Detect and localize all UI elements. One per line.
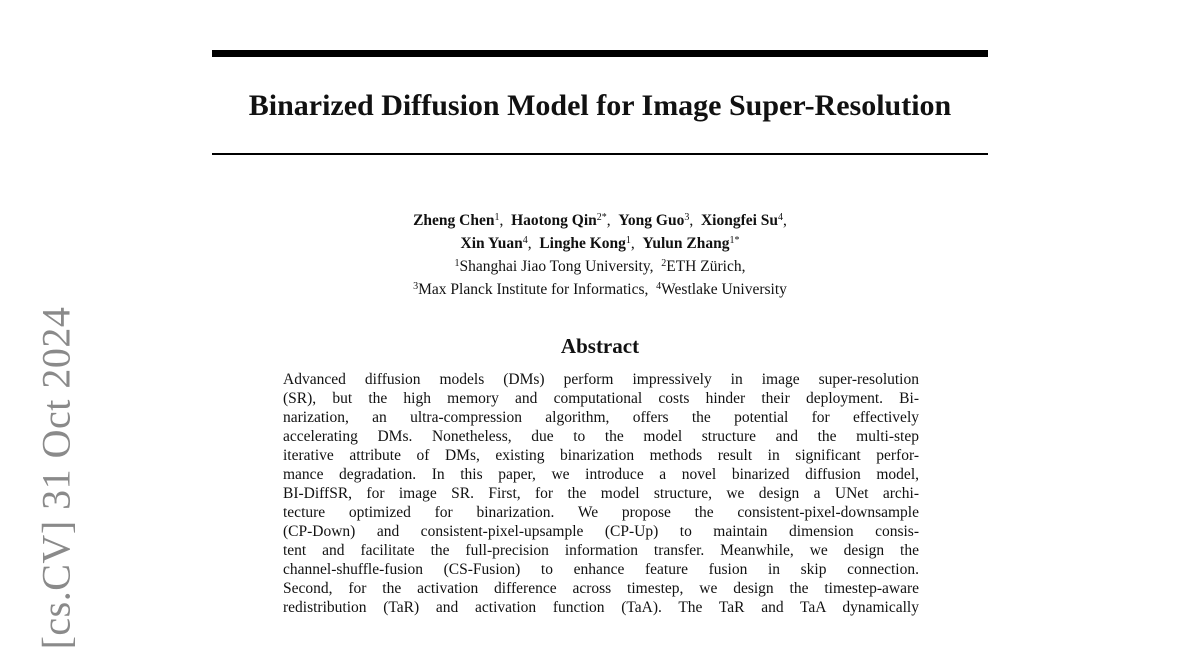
abstract-line: narization, an ultra-compression algorithm, offers the potential for effectively	[283, 409, 919, 426]
author-affiliation-mark: 4	[778, 212, 784, 223]
author-name: Yong Guo	[618, 212, 685, 229]
paper-title: Binarized Diffusion Model for Image Super-Resolution	[248, 89, 952, 122]
abstract-line: redistribution (TaR) and activation function (TaA). The TaR and TaA dynamically	[283, 599, 919, 616]
affiliation-mark: 4	[656, 281, 662, 292]
abstract-line: mance degradation. In this paper, we introduce a novel binarized diffusion model,	[283, 466, 919, 483]
top-thick-rule	[212, 50, 988, 57]
abstract-line: Second, for the activation difference across timestep, we design the timestep-aware	[283, 580, 919, 597]
abstract-line: (SR), but the high memory and computational costs hinder their deployment. Bi-	[283, 390, 919, 407]
affiliation-name: ETH Zürich	[666, 258, 742, 275]
author-line-1: Zheng Chen$^1$, Haotong Qin$^{2*}$, Yong Guo$^3$, Xiongfei Su$^4$,	[413, 212, 787, 229]
abstract-body	[283, 370, 919, 617]
author-affiliation-mark: 2*	[596, 212, 607, 223]
author-name: Zheng Chen	[413, 212, 495, 229]
abstract-line: tent and facilitate the full-precision information transfer. Meanwhile, we design the	[283, 542, 919, 559]
author-affiliation-mark: 3	[684, 212, 690, 223]
author-block	[212, 209, 988, 301]
author-line-2: Xin Yuan$^4$, Linghe Kong$^1$, Yulun Zhang$^{1*}$	[460, 235, 740, 252]
affiliation-name: Westlake University	[661, 281, 787, 298]
affiliation-line-2: $^3$Max Planck Institute for Informatics, $^4$Westlake University	[413, 281, 787, 298]
author-affiliation-mark: 4	[522, 235, 528, 246]
author-name: Haotong Qin	[511, 212, 597, 229]
abstract-line: tecture optimized for binarization. We propose the consistent-pixel-downsample	[283, 504, 919, 521]
abstract-line: (CP-Down) and consistent-pixel-upsample (CP-Up) to maintain dimension consis-	[283, 523, 919, 540]
author-name: Xin Yuan	[460, 235, 523, 252]
title-bottom-rule	[212, 153, 988, 155]
affiliation-mark: 3	[413, 281, 419, 292]
arxiv-stamp: [cs.CV] 31 Oct 2024	[33, 306, 79, 649]
abstract-line: accelerating DMs. Nonetheless, due to the model structure and the multi-step	[283, 428, 919, 445]
abstract-line: BI-DiffSR, for image SR. First, for the model structure, we design a UNet archi-	[283, 485, 919, 502]
affiliation-mark: 1	[454, 258, 460, 269]
abstract-line: Advanced diffusion models (DMs) perform impressively in image super-resolution	[283, 371, 919, 388]
abstract-line: iterative attribute of DMs, existing binarization methods result in significant perfor-	[283, 447, 919, 464]
affiliation-name: Max Planck Institute for Informatics	[418, 281, 645, 298]
abstract-heading: Abstract	[560, 334, 640, 358]
author-affiliation-mark: 1	[494, 212, 500, 223]
affiliation-mark: 2	[661, 258, 667, 269]
author-affiliation-mark: 1	[625, 235, 631, 246]
affiliation-name: Shanghai Jiao Tong University	[459, 258, 650, 275]
author-name: Xiongfei Su	[700, 212, 779, 229]
affiliation-line-1: $^1$Shanghai Jiao Tong University, $^2$ETH Zürich,	[454, 258, 746, 275]
author-affiliation-mark: 1*	[729, 235, 740, 246]
author-name: Linghe Kong	[539, 235, 626, 252]
author-name: Yulun Zhang	[642, 235, 730, 252]
abstract-line: channel-shuffle-fusion (CS-Fusion) to enhance feature fusion in skip connection.	[283, 561, 919, 578]
